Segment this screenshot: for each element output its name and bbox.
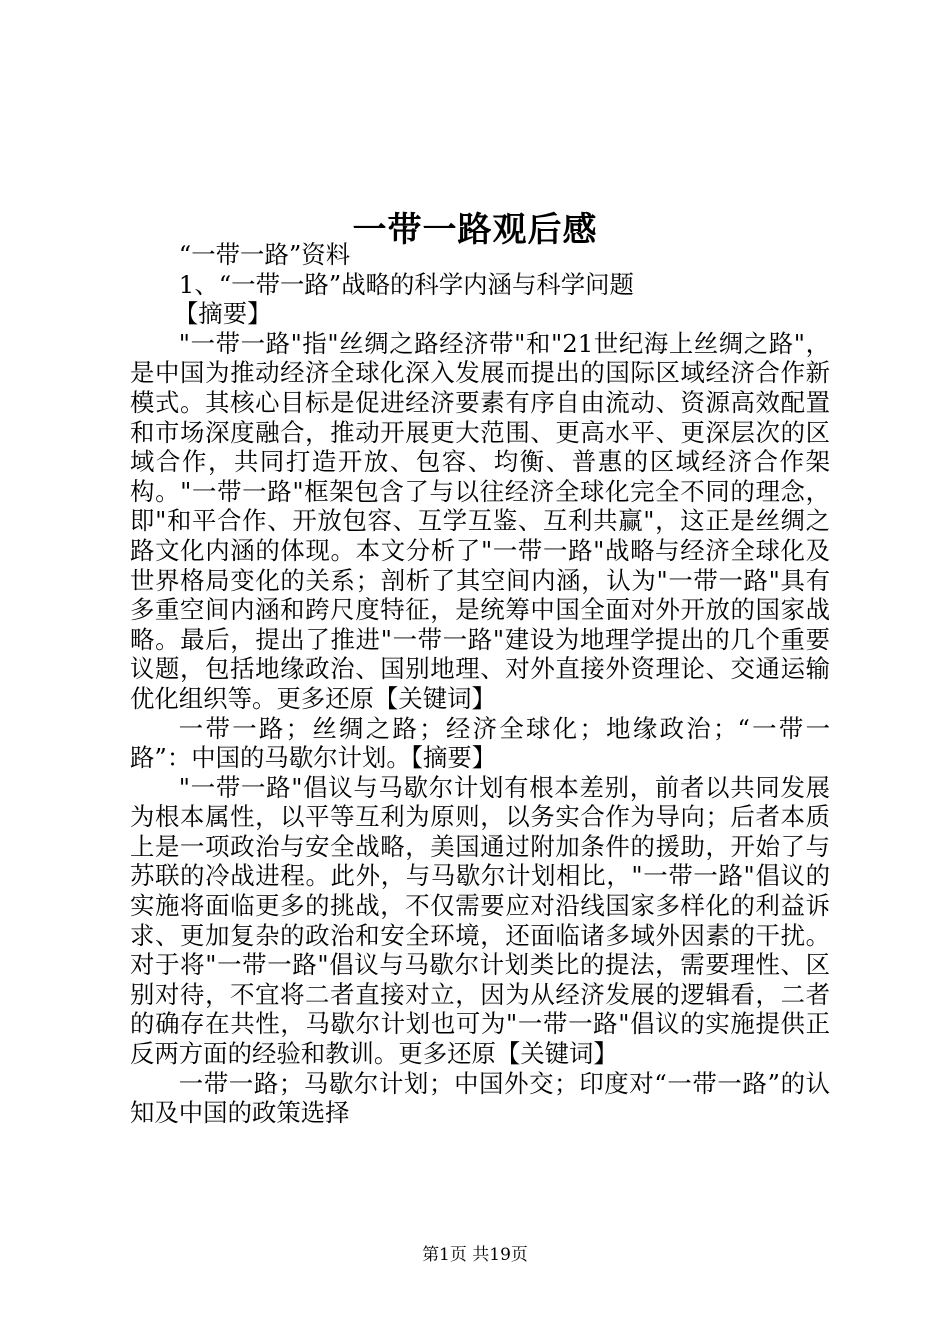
document-title: 一带一路观后感 [352,209,598,250]
paragraph-abstract-2: "一带一路"倡议与马歇尔计划有根本差别，前者以共同发展为根本属性，以平等互利为原则，以务实合作为导向；后者本质上是一项政治与安全战略，美国通过附加条件的援助，开始了与苏联的冷战进程。此外，与马歇尔计划相比，"一带一路"倡议的实施将面临更多的挑战，不仅需要应对沿线国家多样化的利益诉求、更加复杂的政治和安全环境，还面临诸多域外因素的干扰。对于将"一带一路"倡议与马歇尔计划类比的提法，需要理性、区别对待，不宜将二者直接对立，因为从经济发展的逻辑看，二者的确存在共性，马歇尔计划也可为"一带一路"倡议的实施提供正反两方面的经验和教训。更多还原【关键词】 [130,772,830,1069]
paragraph-keywords-2: 一带一路；马歇尔计划；中国外交；印度对“一带一路”的认知及中国的政策选择 [130,1068,830,1128]
paragraph-abstract-label: 【摘要】 [173,299,272,329]
paragraph-keywords-1: 一带一路；丝绸之路；经济全球化；地缘政治；“一带一路”：中国的马歇尔计划。【摘要】 [130,713,830,773]
page-footer: 第1页 共19页 [422,1245,528,1265]
document-body [130,240,830,1128]
paragraph-section-heading: 1、“一带一路”战略的科学内涵与科学问题 [178,269,634,299]
paragraph-abstract-1: "一带一路"指"丝绸之路经济带"和"21世纪海上丝绸之路"，是中国为推动经济全球化深入发展而提出的国际区域经济合作新模式。其核心目标是促进经济要素有序自由流动、资源高效配置和市场深度融合，推动开展更大范围、更高水平、更深层次的区域合作，共同打造开放、包容、均衡、普惠的区域经济合作架构。"一带一路"框架包含了与以往经济全球化完全不同的理念，即"和平合作、开放包容、互学互鉴、互利共赢"，这正是丝绸之路文化内涵的体现。本文分析了"一带一路"战略与经济全球化及世界格局变化的关系；剖析了其空间内涵，认为"一带一路"具有多重空间内涵和跨尺度特征，是统筹中国全面对外开放的国家战略。最后，提出了推进"一带一路"建设为地理学提出的几个重要议题，包括地缘政治、国别地理、对外直接外资理论、交通运输优化组织等。更多还原【关键词】 [130,328,830,713]
paragraph-materials-heading: “一带一路”资料 [178,240,351,269]
